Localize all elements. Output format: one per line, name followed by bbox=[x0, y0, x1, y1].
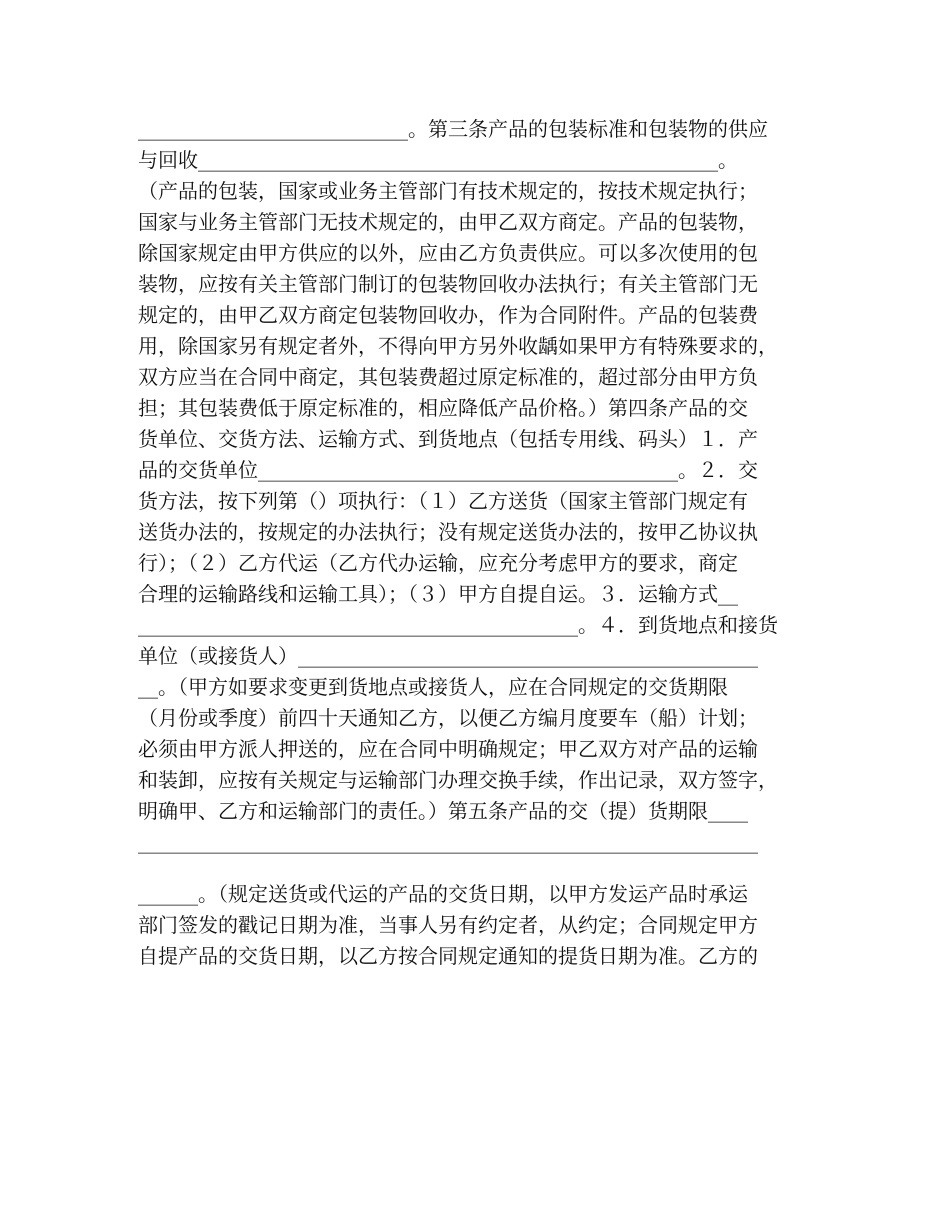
text-line: 规定的，由甲乙双方商定包装物回收办，作为合同附件。产品的包装费 bbox=[138, 303, 758, 327]
text-line: 国家与业务主管部门无技术规定的，由甲乙双方商定。产品的包装物， bbox=[138, 210, 758, 234]
text-line: （产品的包装，国家或业务主管部门有技术规定的，按技术规定执行； bbox=[138, 179, 758, 203]
text-line: 用，除国家另有规定者外，不得向甲方另外收龋如果甲方有特殊要求的， bbox=[138, 334, 778, 358]
text-line: 部门签发的戳记日期为准，当事人另有约定者，从约定；合同规定甲方 bbox=[138, 913, 758, 937]
text-line: 双方应当在合同中商定，其包装费超过原定标准的，超过部分由甲方负 bbox=[138, 365, 758, 389]
text-line: 品的交货单位__________________________________________。２．交 bbox=[138, 458, 758, 482]
paragraph-gap bbox=[138, 858, 814, 879]
text-line: 必须由甲方派人押送的，应在合同中明确规定；甲乙双方对产品的运输 bbox=[138, 737, 758, 761]
text-line: 行）；（２）乙方代运（乙方代办运输，应充分考虑甲方的要求，商定 bbox=[138, 551, 738, 575]
text-line: 单位（或接货人）______________________________________________ bbox=[138, 644, 758, 668]
text-line: 除国家规定由甲方供应的以外，应由乙方负责供应。可以多次使用的包 bbox=[138, 241, 758, 265]
text-line: 送货办法的，按规定的办法执行；没有规定送货办法的，按甲乙协议执 bbox=[138, 520, 758, 544]
text-line: 自提产品的交货日期，以乙方按合同规定通知的提货日期为准。乙方的 bbox=[138, 944, 758, 968]
text-line: 货单位、交货方法、运输方式、到货地点（包括专用线、码头）１．产 bbox=[138, 427, 758, 451]
text-line: 担；其包装费低于原定标准的，相应降低产品价格。）第四条产品的交 bbox=[138, 396, 748, 420]
text-line: 与回收____________________________________________________。 bbox=[138, 148, 738, 172]
text-line: ____________________________________________。４．到货地点和接货 bbox=[138, 613, 778, 637]
text-line: 明确甲、乙方和运输部门的责任。）第五条产品的交（提）货期限____ bbox=[138, 799, 748, 823]
text-line: 装物，应按有关主管部门制订的包装物回收办法执行；有关主管部门无 bbox=[138, 272, 758, 296]
text-line: 合理的运输路线和运输工具）；（３）甲方自提自运。３．运输方式__ bbox=[138, 582, 738, 606]
text-line: （月份或季度）前四十天通知乙方，以便乙方编月度要车（船）计划； bbox=[138, 706, 758, 730]
text-line: ______。（规定送货或代运的产品的交货日期，以甲方发运产品时承运 bbox=[138, 882, 748, 906]
contract-text bbox=[138, 114, 814, 972]
text-line: __。（甲方如要求变更到货地点或接货人，应在合同规定的交货期限 bbox=[138, 675, 728, 699]
text-line: 货方法，按下列第（）项执行：（１）乙方送货（国家主管部门规定有 bbox=[138, 489, 748, 513]
text-line: 和装卸，应按有关规定与运输部门办理交换手续，作出记录，双方签字， bbox=[138, 768, 778, 792]
text-line: ___________________________。第三条产品的包装标准和包装物的供应 bbox=[138, 117, 768, 141]
text-line: ______________________________________________________________ bbox=[138, 830, 758, 854]
